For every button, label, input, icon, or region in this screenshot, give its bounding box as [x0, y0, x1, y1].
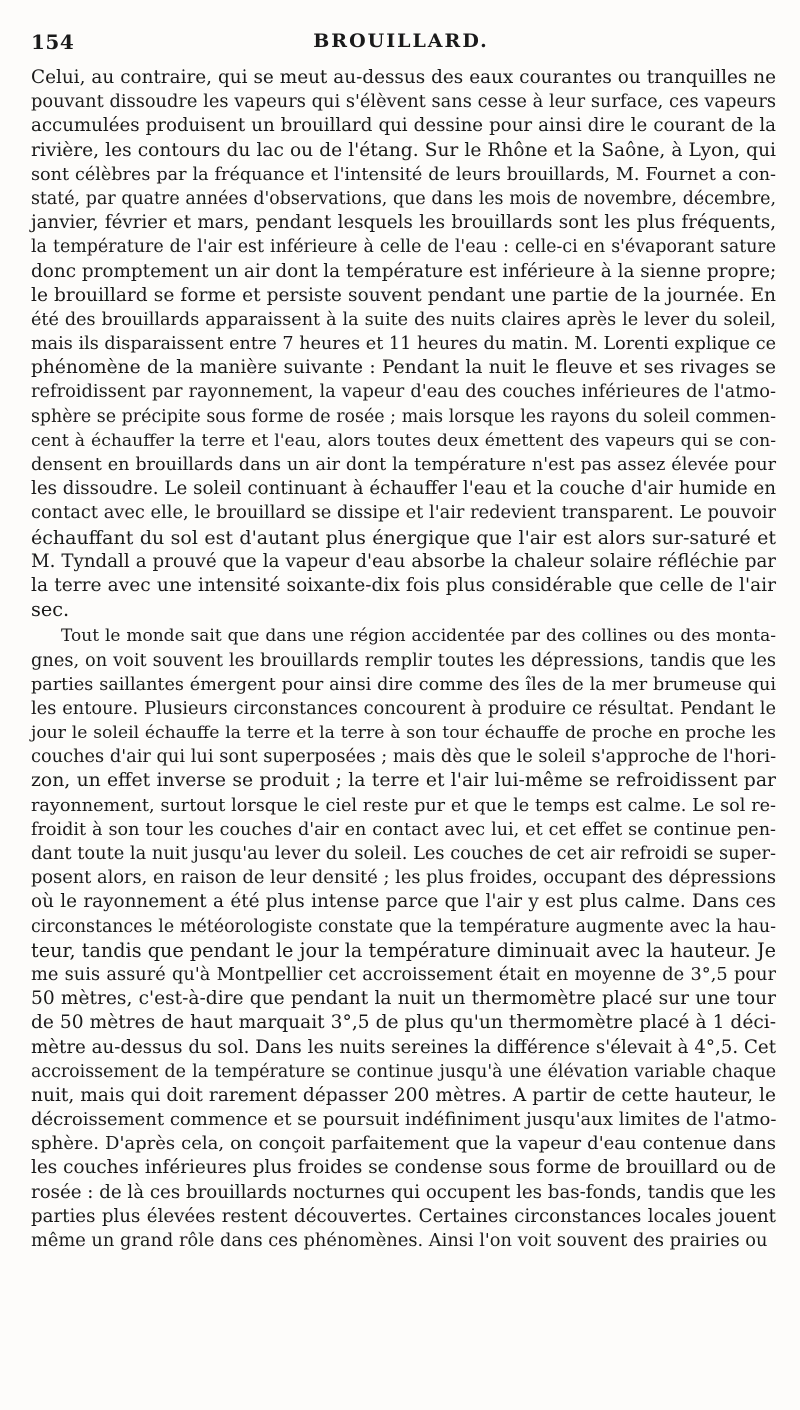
page-header — [31, 30, 771, 60]
text-line: jour le soleil échauffe la terre et la terre à son tour échauffe de proche en proche les — [31, 723, 776, 744]
paragraph — [31, 624, 776, 1253]
text-line: staté, par quatre années d'observations, que dans les mois de novembre, décembre, — [31, 188, 776, 209]
text-line: les couches inférieures plus froides se condense sous forme de brouillard ou de — [31, 1157, 776, 1179]
text-line: sphère. D'après cela, on conçoit parfaitement que la vapeur d'eau contenue dans — [31, 1133, 776, 1155]
text-line: posent alors, en raison de leur densité ; les plus froides, occupant des dépressions — [31, 867, 776, 889]
text-line: pouvant dissoudre les vapeurs qui s'élèvent sans cesse à leur surface, ces vapeurs — [31, 91, 776, 113]
text-line: rivière, les contours du lac ou de l'étang. Sur le Rhône et la Saône, à Lyon, qui — [31, 139, 776, 161]
text-line: accumulées produisent un brouillard qui dessine pour ainsi dire le courant de la — [31, 115, 776, 137]
text-line: 50 mètres, c'est-à-dire que pendant la nuit un thermomètre placé sur une tour — [31, 988, 776, 1010]
text-line: la température de l'air est inférieure à celle de l'eau : celle-ci en s'évaporant sature — [31, 237, 776, 258]
text-line: donc promptement un air dont la température est inférieure à la sienne propre; — [31, 260, 777, 282]
text-line: refroidissent par rayonnement, la vapeur d'eau des couches inférieures de l'atmo- — [31, 381, 776, 403]
text-line: phénomène de la manière suivante : Pendant la nuit le fleuve et ses rivages se — [31, 357, 776, 379]
text-line: mètre au-dessus du sol. Dans les nuits sereines la différence s'élevait à 4°,5. Cet — [31, 1036, 776, 1058]
text-line: parties plus élevées restent découvertes. Certaines circonstances locales jouent — [31, 1205, 776, 1227]
text-line: les entoure. Plusieurs circonstances concourent à produire ce résultat. Pendant le — [31, 697, 776, 719]
text-line: Celui, au contraire, qui se meut au-dessus des eaux courantes ou tranquilles ne — [31, 67, 776, 88]
text-line: où le rayonnement a été plus intense parce que l'air y est plus calme. Dans ces — [31, 891, 776, 913]
text-line: couches d'air qui lui sont superposées ; mais dès que le soleil s'approche de l'hori- — [31, 746, 777, 768]
running-head: BROUILLARD. — [313, 30, 489, 52]
text-line: sont célèbres par la fréquance et l'intensité de leurs brouillards, M. Fournet a con- — [31, 164, 776, 185]
text-line: M. Tyndall a prouvé que la vapeur d'eau absorbe la chaleur solaire réfléchie par — [31, 550, 776, 572]
text-line: me suis assuré qu'à Montpellier cet accroissement était en moyenne de 3°,5 pour — [31, 963, 776, 985]
text-line: circonstances le météorologiste constate que la température augmente avec la hau- — [31, 916, 776, 937]
text-line: zon, un effet inverse se produit ; la terre et l'air lui-même se refroidissent par — [31, 770, 776, 792]
text-line: cent à échauffer la terre et l'eau, alors toutes deux émettent des vapeurs qui se con- — [31, 430, 776, 451]
text-line: densent en brouillards dans un air dont la température n'est pas assez élevée pour — [31, 455, 776, 475]
text-line: le brouillard se forme et persiste souvent pendant une partie de la journée. En — [31, 284, 776, 306]
text-line: mais ils disparaissent entre 7 heures et 11 heures du matin. M. Lorenti explique ce — [31, 334, 776, 355]
text-line: sec. — [31, 598, 70, 622]
text-line: dant toute la nuit jusqu'au lever du soleil. Les couches de cet air refroidi se super- — [31, 843, 776, 864]
text-line: froidit à son tour les couches d'air en contact avec lui, et cet effet se continue pen- — [31, 819, 776, 840]
text-line: nuit, mais qui doit rarement dépasser 200 mètres. A partir de cette hauteur, le — [31, 1084, 776, 1106]
text-line: Tout le monde sait que dans une région accidentée par des collines ou des monta- — [61, 626, 776, 647]
text-line: la terre avec une intensité soixante-dix fois plus considérable que celle de l'air — [31, 574, 776, 596]
text-line: rayonnement, surtout lorsque le ciel reste pur et que le temps est calme. Le sol re- — [31, 795, 776, 816]
text-line: janvier, février et mars, pendant lesquels les brouillards sont les plus fréquents, — [31, 212, 776, 234]
paragraph — [31, 66, 776, 622]
text-line: teur, tandis que pendant le jour la température diminuait avec la hauteur. Je — [31, 938, 776, 962]
page-number: 154 — [31, 30, 75, 54]
text-line: parties saillantes émergent pour ainsi dire comme des îles de la mer brumeuse qui — [31, 674, 776, 695]
text-line: gnes, on voit souvent les brouillards remplir toutes les dépressions, tandis que les — [31, 649, 776, 671]
text-line: les dissoudre. Le soleil continuant à échauffer l'eau et la couche d'air humide en — [31, 478, 776, 500]
text-line: même un grand rôle dans ces phénomènes. Ainsi l'on voit souvent des prairies ou — [31, 1230, 768, 1251]
text-line: décroissement commence et se poursuit indéfiniment jusqu'aux limites de l'atmo- — [31, 1109, 777, 1131]
text-line: échauffant du sol est d'autant plus énergique que l'air est alors sur-saturé et — [31, 526, 776, 549]
text-line: rosée : de là ces brouillards nocturnes qui occupent les bas-fonds, tandis que les — [31, 1181, 776, 1203]
body-text — [31, 66, 776, 1253]
text-line: de 50 mètres de haut marquait 3°,5 de plus qu'un thermomètre placé à 1 déci- — [31, 1012, 776, 1034]
text-line: accroissement de la température se continue jusqu'à une élévation variable chaque — [31, 1061, 776, 1082]
text-line: été des brouillards apparaissent à la suite des nuits claires après le lever du soleil, — [31, 309, 776, 330]
text-line: sphère se précipite sous forme de rosée ; mais lorsque les rayons du soleil commen- — [31, 406, 776, 427]
text-line: contact avec elle, le brouillard se dissipe et l'air redevient transparent. Le pouvoir — [31, 502, 776, 524]
